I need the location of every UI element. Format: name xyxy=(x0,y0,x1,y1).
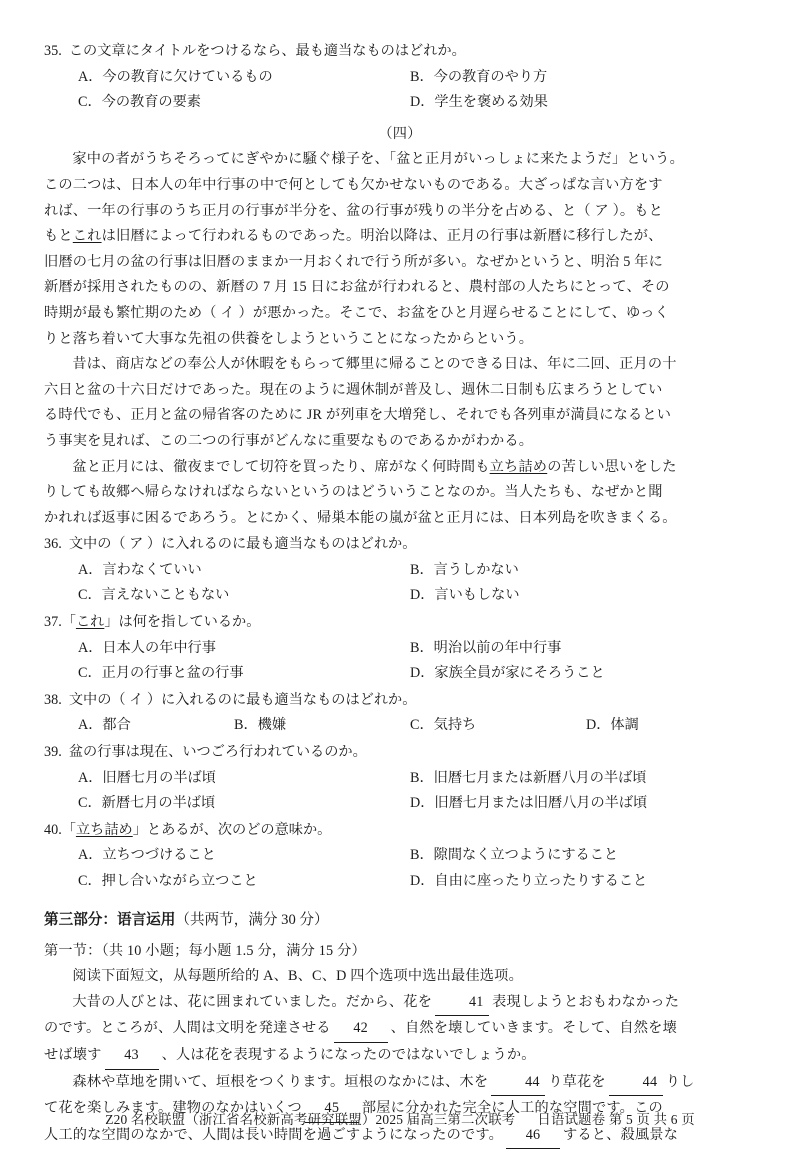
passage-4-paragraph-1 xyxy=(44,147,756,352)
question-40 xyxy=(44,818,756,895)
cloze-text-1b: 表現しようとおもわなかった xyxy=(492,993,680,1010)
cloze-text-4a: 森林や草地を開いて、垣根をつくります。垣根のなかには、木を xyxy=(72,1073,489,1090)
option-b[interactable]: B．明治以前の年中行事 xyxy=(410,639,562,656)
cloze-text-6b: すると、殺風景な xyxy=(562,1126,679,1143)
option-d[interactable]: D．旧暦七月または旧暦八月の半ば頃 xyxy=(410,795,648,812)
question-36 xyxy=(44,532,756,609)
cloze-text-5a: て花を楽しみます。建物のなかはいくつ xyxy=(44,1100,302,1117)
p1-line-7: 時期が最も繁忙期のため（ イ ）が悪かった。そこで、お盆をひと月遅らせることにして、ゆっく xyxy=(44,304,670,321)
blank-46[interactable]: 46 xyxy=(506,1123,560,1150)
blank-42[interactable]: 42 xyxy=(334,1016,388,1043)
option-b[interactable]: B．隙間なく立つようにすること xyxy=(410,847,619,864)
page-footer xyxy=(0,1109,800,1128)
cloze-text-6a: 人工的な空間のなかで、人間は長い時間を過ごすようになったのです。 xyxy=(44,1126,503,1143)
question-40-options-row-2 xyxy=(44,869,756,895)
question-39-options-row-1 xyxy=(44,766,756,792)
section-3-title xyxy=(44,907,756,933)
p2-line-3: る時代でも、正月と盆の帰省客のために JR が列車を大増発し、それでも各列車が満員になるとい xyxy=(44,407,672,424)
question-37-options-row-2 xyxy=(44,661,756,687)
p1-line-4b: は旧暦によって行われるものであった。明治以降は、正月の行事は新暦に移行したが、 xyxy=(101,228,663,245)
question-36-options-row-1 xyxy=(44,558,756,584)
option-c[interactable]: C．言えないこともない xyxy=(78,587,230,604)
footer-right: 日语试题卷 第 5 页 共 6 页 xyxy=(537,1112,695,1127)
question-40-stem xyxy=(44,818,756,844)
question-35-options-row-1 xyxy=(44,65,756,91)
q40-stem-post: 」とあるが、次のどの意味か。 xyxy=(132,821,332,838)
section-3-instruction: 阅读下面短文，从每题所给的 A、B、C、D 四个选项中选出最佳选项。 xyxy=(72,968,523,985)
p2-line-2: 六日と盆の十六日だけであった。現在のように週休制が普及し、週休二日制も広まろうとしてい xyxy=(44,381,663,398)
q37-underlined-term: これ xyxy=(75,614,105,631)
p3-line-2: りしても故郷へ帰らなければならないというのはどういうことなのか。当人たちも、なぜかと聞 xyxy=(44,484,663,501)
passage-4-heading: （四） xyxy=(378,125,422,142)
option-a[interactable]: A．今の教育に欠けているもの xyxy=(78,68,273,85)
option-b[interactable]: B．言うしかない xyxy=(410,561,519,578)
p2-line-4: う事実を見れば、この二つの行事がどんなに重要なものであるかがわかる。 xyxy=(44,432,534,449)
p1-line-6: 新暦が採用されたものの、新暦の 7 月 15 日にお盆が行われると、農村部の人たちにとって、その xyxy=(44,279,670,296)
tachizume-underlined: 立ち詰め xyxy=(489,458,548,475)
blank-45[interactable]: 45 xyxy=(305,1096,359,1123)
cloze-line-3 xyxy=(44,1043,756,1070)
cloze-line-2 xyxy=(44,1016,756,1043)
blank-44a[interactable]: 44 xyxy=(491,1070,545,1097)
option-b[interactable]: B．機嫌 xyxy=(234,717,287,734)
cloze-text-2a: のです。ところが、人間は文明を発達させる xyxy=(44,1020,331,1037)
option-d[interactable]: D．体調 xyxy=(586,717,639,734)
q40-stem-pre: 40.「 xyxy=(44,821,76,838)
option-a[interactable]: A．都合 xyxy=(78,717,131,734)
option-d[interactable]: D．言いもしない xyxy=(410,587,520,604)
option-c[interactable]: C．押し合いながら立つこと xyxy=(78,873,258,889)
cloze-text-4c: りし xyxy=(665,1073,695,1090)
question-36-options-row-2 xyxy=(44,583,756,609)
question-37 xyxy=(44,610,756,687)
footer-left: Z20 名校联盟（浙江省名校新高考研究联盟）2025 届高三第二次联考 xyxy=(105,1112,516,1127)
question-39-stem: 39. 盆の行事は現在、いつごろ行われているのか。 xyxy=(44,744,367,761)
option-c[interactable]: C．今の教育の要素 xyxy=(78,94,201,111)
passage-4-paragraph-2 xyxy=(44,352,756,454)
p1-line-3: れば、一年の行事のうち正月の行事が半分を、盆の行事が残りの半分を占める、と（ ア ）。もと xyxy=(44,202,664,219)
cloze-text-3a: せば壊す xyxy=(44,1046,102,1063)
cloze-text-3b: 、人は花を表現するようになったのではないでしょうか。 xyxy=(161,1046,536,1063)
cloze-text-1a: 大昔の人びとは、花に囲まれていました。だから、花を xyxy=(72,993,433,1010)
blank-41[interactable]: 41 xyxy=(435,990,489,1017)
p1-line-8: りと落ち着いて大事な先祖の供養をしようということになったからという。 xyxy=(44,330,534,347)
question-37-options-row-1 xyxy=(44,636,756,662)
question-39-options-row-2 xyxy=(44,791,756,817)
blank-44b[interactable]: 44 xyxy=(609,1070,663,1097)
section-3-node-1: 第一节：（共 10 小题；每小题 1.5 分，满分 15 分） xyxy=(44,942,366,959)
question-37-stem xyxy=(44,610,756,636)
p3-line-1a: 盆と正月には、徹夜までして切符を買ったり、席がなく何時間も xyxy=(72,458,490,475)
option-c[interactable]: C．正月の行事と盆の行事 xyxy=(78,665,244,682)
q37-stem-pre: 37.「 xyxy=(44,614,76,631)
section-3-title-bold: 第三部分：语言运用 xyxy=(44,911,176,928)
passage-4-paragraph-3 xyxy=(44,455,756,532)
option-a[interactable]: A．旧暦七月の半ば頃 xyxy=(78,769,216,786)
cloze-line-4 xyxy=(44,1070,756,1097)
q37-stem-post: 」は何を指しているか。 xyxy=(104,614,261,631)
option-d[interactable]: D．学生を褒める効果 xyxy=(410,94,548,111)
option-c[interactable]: C．新暦七月の半ば頃 xyxy=(78,795,216,812)
option-b[interactable]: B．今の教育のやり方 xyxy=(410,68,548,85)
question-36-stem: 36. 文中の（ ア ）に入れるのに最も適当なものはどれか。 xyxy=(44,536,417,553)
cloze-text-4b: り草花を xyxy=(548,1073,606,1090)
cloze-text-2b: 、自然を壊していきます。そして、自然を壊 xyxy=(390,1020,677,1037)
option-a[interactable]: A．言わなくていい xyxy=(78,561,202,578)
p2-line-1: 昔は、商店などの奉公人が休暇をもらって郷里に帰ることのできる日は、年に二回、正月の十 xyxy=(72,356,677,373)
question-40-options-row-1 xyxy=(44,843,756,869)
question-38-options-row xyxy=(44,713,756,739)
option-b[interactable]: B．旧暦七月または新暦八月の半ば頃 xyxy=(410,769,647,786)
question-35-stem: 35. この文章にタイトルをつけるなら、最も適当なものはどれか。 xyxy=(44,43,466,59)
question-38-stem: 38. 文中の（ イ ）に入れるのに最も適当なものはどれか。 xyxy=(44,691,417,708)
p1-line-2: この二つは、日本人の年中行事の中で何としても欠かせないものである。大ざっぱな言い方をす xyxy=(44,176,663,193)
question-39 xyxy=(44,740,756,817)
p3-line-3: かれれば返事に困るであろう。とにかく、帰巣本能の嵐が盆と正月には、日本列島を吹きまくる。 xyxy=(44,509,677,526)
option-c[interactable]: C．気持ち xyxy=(410,717,477,734)
q40-underlined-term: 立ち詰め xyxy=(75,821,133,838)
p1-line-4a: もと xyxy=(44,228,73,245)
p1-line-1: 家中の者がうちそろってにぎやかに騒ぐ様子を、「盆と正月がいっしょに来たようだ」という。 xyxy=(72,151,684,168)
question-38 xyxy=(44,688,756,739)
option-a[interactable]: A．立ちつづけること xyxy=(78,847,216,864)
option-a[interactable]: A．日本人の年中行事 xyxy=(78,639,216,656)
question-35-options-row-2 xyxy=(44,90,756,116)
cloze-text-5b: 部屋に分かれた完全に人工的な空間です。この xyxy=(361,1100,663,1117)
section-3-title-normal: （共两节，满分 30 分） xyxy=(175,911,329,928)
option-d[interactable]: D．自由に座ったり立ったりすること xyxy=(410,873,648,889)
p3-line-1b: の苦しい思いをした xyxy=(547,458,677,475)
cloze-line-1 xyxy=(44,990,756,1017)
kore-underlined: これ xyxy=(72,228,102,245)
blank-43[interactable]: 43 xyxy=(105,1043,159,1070)
question-35 xyxy=(44,39,756,116)
p1-line-5: 旧暦の七月の盆の行事は旧暦のままか一月おくれで行う所が多い。なぜかというと、明治 5 年に xyxy=(44,253,664,270)
option-d[interactable]: D．家族全員が家にそろうこと xyxy=(410,665,605,682)
